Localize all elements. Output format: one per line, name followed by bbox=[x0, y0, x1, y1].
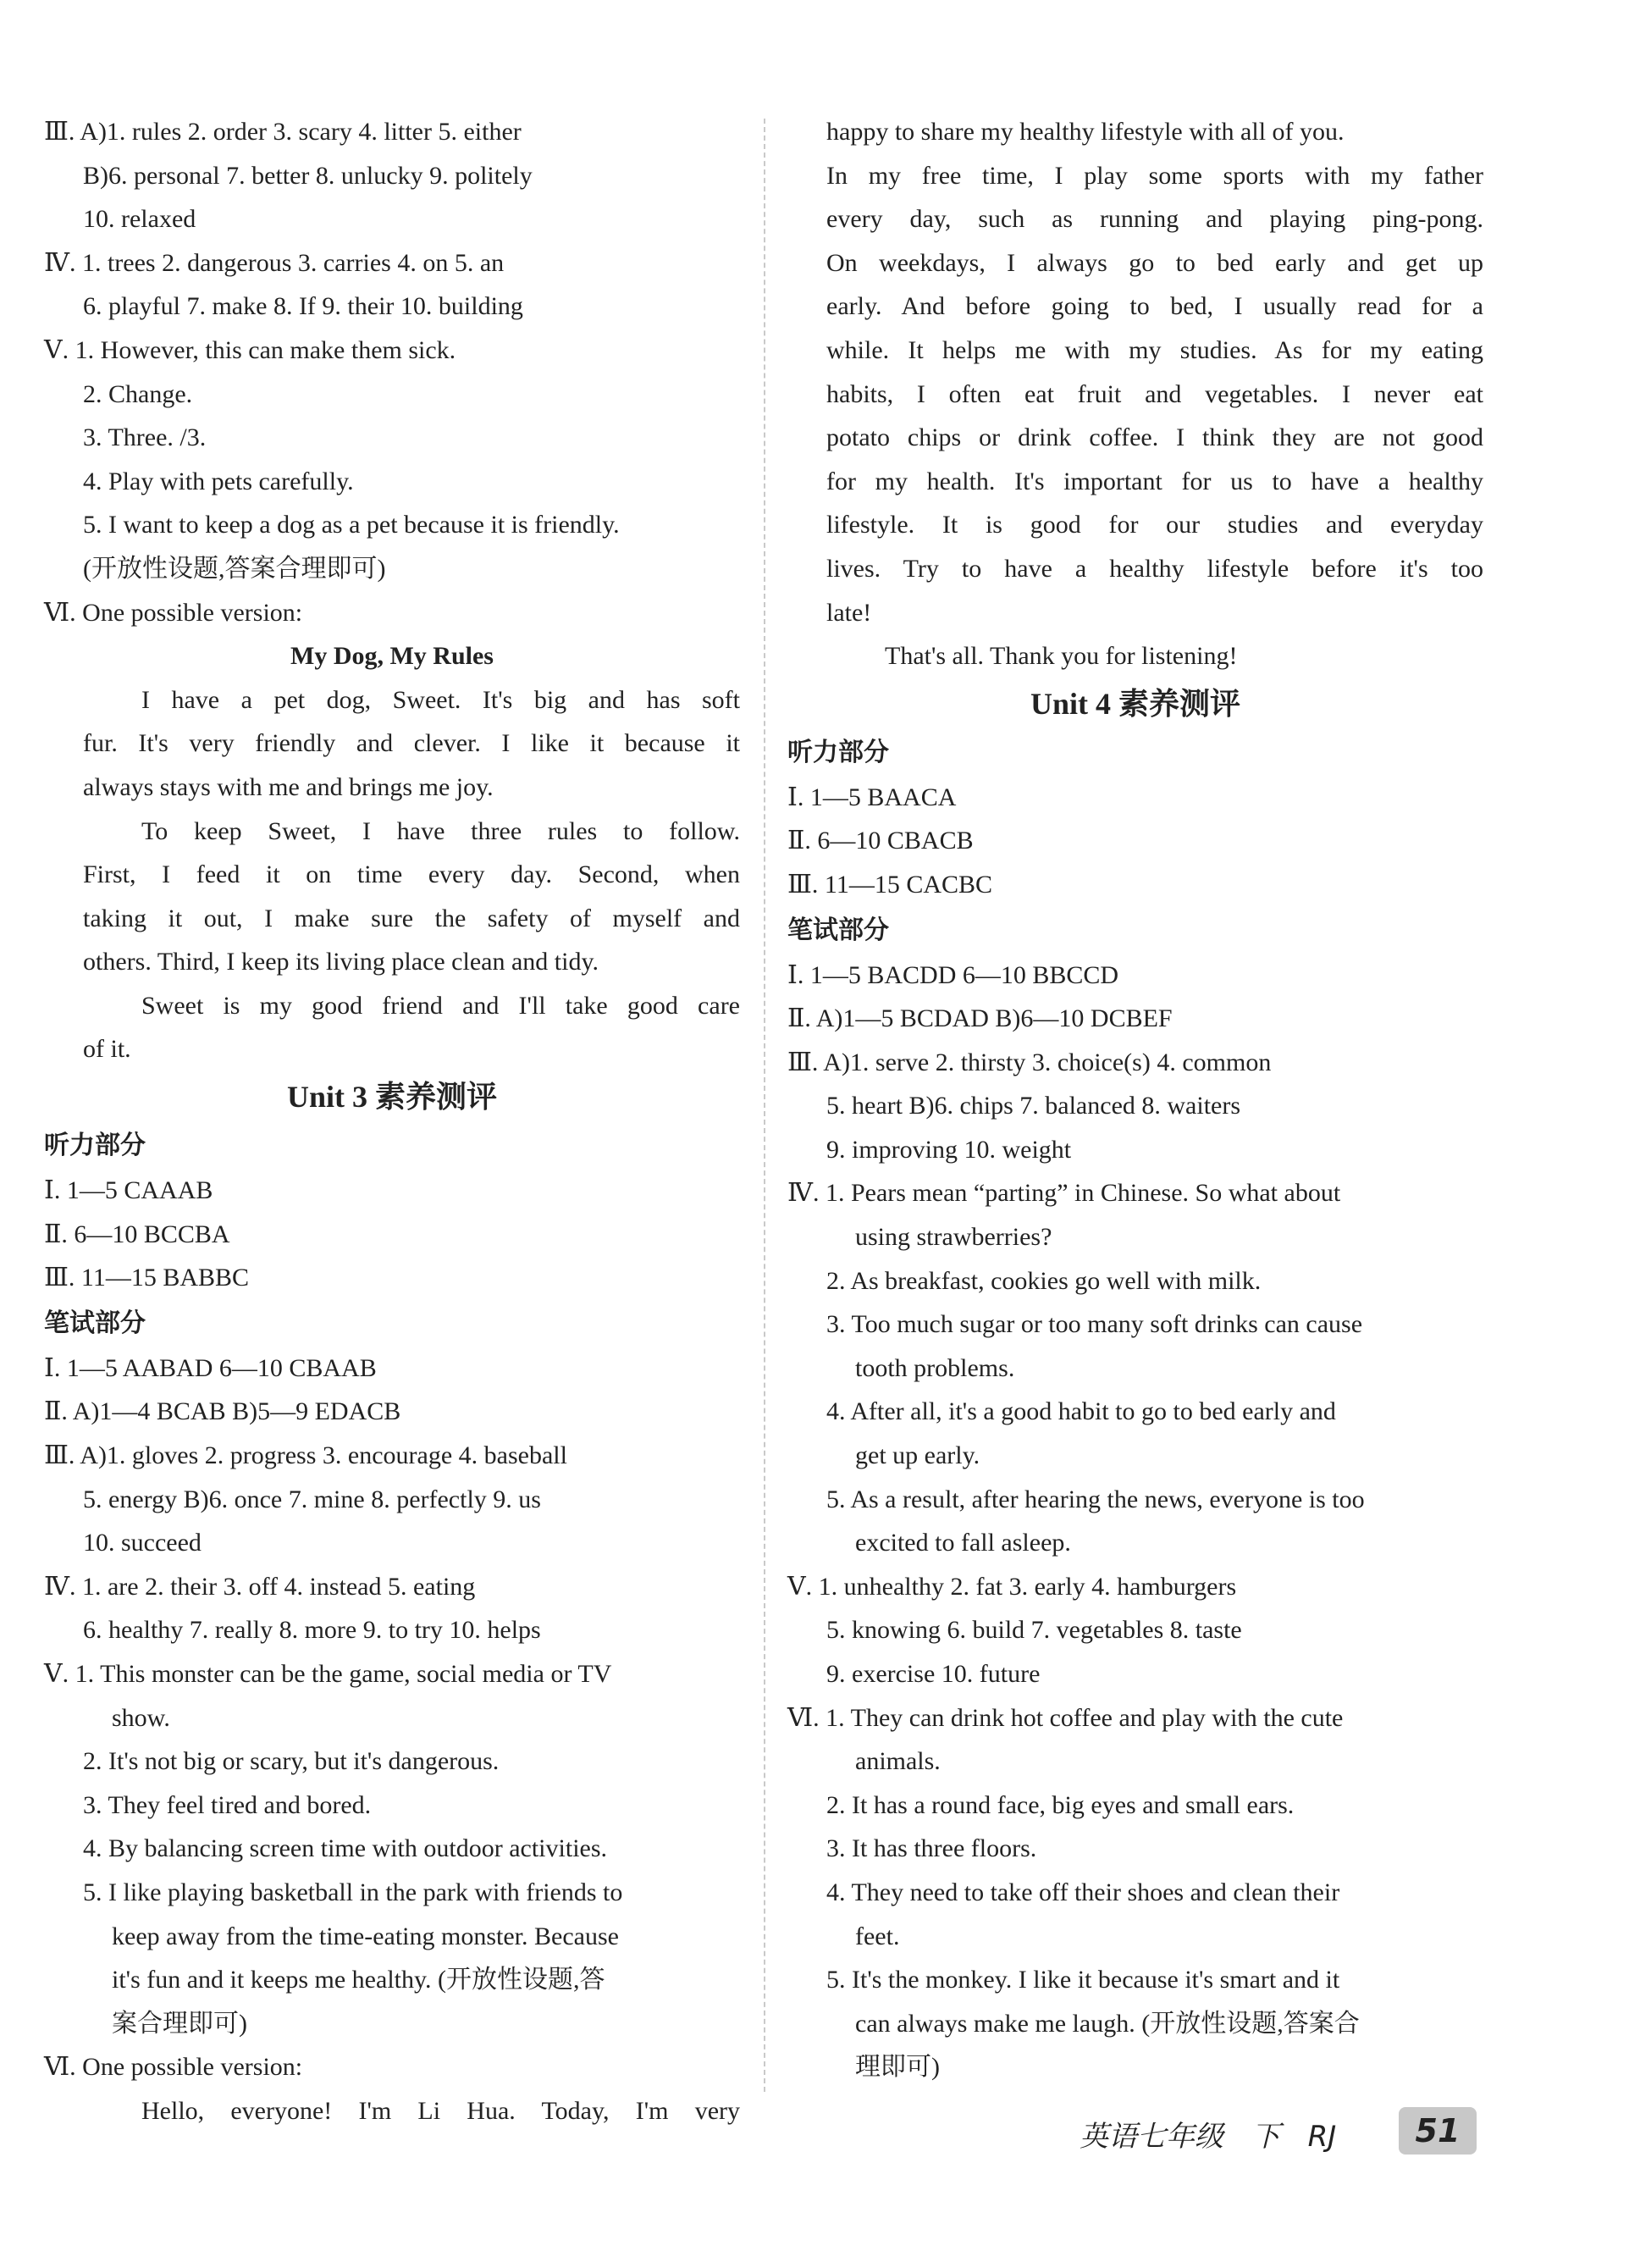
answer-line: 6. playful 7. make 8. If 9. their 10. building bbox=[83, 292, 523, 321]
answer-line: 4. They need to take off their shoes and clean their bbox=[826, 1878, 1340, 1906]
answer-line: Ⅳ. 1. Pears mean “parting” in Chinese. So what about bbox=[787, 1179, 1341, 1208]
unit-title: Unit 3 素养测评 bbox=[286, 1080, 497, 1115]
answer-line: Ⅵ. One possible version: bbox=[44, 2053, 303, 2082]
section-header-listening: 听力部分 bbox=[787, 737, 889, 767]
footer-term: 下 bbox=[1251, 2120, 1280, 2154]
page-footer bbox=[1080, 2113, 1355, 2155]
answer-line: Ⅳ. 1. are 2. their 3. off 4. instead 5. eating bbox=[44, 1572, 476, 1601]
essay-line: habits, I often eat fruit and vegetables. I never eat bbox=[826, 379, 1483, 408]
essay-line: Hello, everyone! I'm Li Hua. Today, I'm very bbox=[141, 2096, 740, 2125]
answer-line: excited to fall asleep. bbox=[855, 1529, 1071, 1557]
essay-line: On weekdays, I always go to bed early and get up bbox=[826, 248, 1483, 277]
answer-line: 2. As breakfast, cookies go well with milk. bbox=[826, 1266, 1262, 1295]
answer-line: Ⅲ. A)1. gloves 2. progress 3. encourage 4. baseball bbox=[44, 1441, 567, 1470]
answer-line: Ⅱ. A)1—5 BCDAD B)6—10 DCBEF bbox=[787, 1004, 1173, 1033]
unit-title: Unit 4 素养测评 bbox=[1030, 686, 1240, 721]
answer-line: can always make me laugh. (开放性设题,答案合 bbox=[855, 2009, 1360, 2038]
answer-line: animals. bbox=[855, 1747, 941, 1776]
essay-line: First, I feed it on time every day. Second, when bbox=[83, 860, 740, 889]
right-column bbox=[787, 110, 1483, 2089]
essay-line: lifestyle. It is good for our studies and everyday bbox=[826, 511, 1483, 539]
essay-line: That's all. Thank you for listening! bbox=[885, 642, 1238, 671]
answer-line: 4. Play with pets carefully. bbox=[83, 467, 354, 495]
answer-line: Ⅲ. 11—15 BABBC bbox=[44, 1264, 250, 1292]
essay-line: others. Third, I keep its living place clean and tidy. bbox=[83, 948, 599, 976]
answer-line: Ⅳ. 1. trees 2. dangerous 3. carries 4. on 5. an bbox=[44, 248, 505, 277]
essay-line: of it. bbox=[83, 1035, 131, 1064]
answer-line: 5. heart B)6. chips 7. balanced 8. waiters bbox=[826, 1092, 1241, 1120]
answer-line: Ⅰ. 1—5 CAAAB bbox=[44, 1176, 213, 1205]
essay-line: always stays with me and brings me joy. bbox=[83, 772, 494, 801]
essay-line: happy to share my healthy lifestyle with all of you. bbox=[826, 118, 1345, 146]
answer-line: Ⅵ. One possible version: bbox=[44, 598, 303, 627]
answer-line: Ⅴ. 1. However, this can make them sick. bbox=[44, 335, 456, 364]
answer-line: 5. I want to keep a dog as a pet because it is friendly. bbox=[83, 511, 620, 539]
essay-line: lives. Try to have a healthy lifestyle before it's too bbox=[826, 554, 1483, 583]
answer-line: Ⅵ. 1. They can drink hot coffee and play with the cute bbox=[787, 1703, 1344, 1732]
column-divider bbox=[764, 119, 765, 2092]
answer-note: 理即可) bbox=[855, 2053, 940, 2082]
answer-line: Ⅰ. 1—5 AABAD 6—10 CBAAB bbox=[44, 1353, 377, 1382]
answer-line: 3. They feel tired and bored. bbox=[83, 1790, 372, 1819]
answer-line: feet. bbox=[855, 1922, 900, 1950]
essay-title: My Dog, My Rules bbox=[290, 642, 494, 671]
answer-line: Ⅴ. 1. unhealthy 2. fat 3. early 4. hamburgers bbox=[787, 1572, 1237, 1601]
left-column bbox=[44, 110, 740, 2133]
essay-line: early. And before going to bed, I usually read for a bbox=[826, 292, 1483, 321]
answer-line: 6. healthy 7. really 8. more 9. to try 10. helps bbox=[83, 1616, 541, 1645]
essay-line: late! bbox=[826, 598, 872, 627]
page-number: 51 bbox=[1399, 2107, 1477, 2155]
answer-line: 9. improving 10. weight bbox=[826, 1135, 1072, 1164]
essay-line: In my free time, I play some sports with my father bbox=[826, 161, 1483, 190]
answer-line: 2. Change. bbox=[83, 379, 193, 408]
essay-line: every day, such as running and playing ping-pong. bbox=[826, 205, 1483, 234]
essay-line: potato chips or drink coffee. I think they are not good bbox=[826, 423, 1483, 452]
answer-line: Ⅱ. 6—10 CBACB bbox=[787, 827, 974, 855]
answer-line: 3. It has three floors. bbox=[826, 1834, 1037, 1863]
answer-line: Ⅱ. 6—10 BCCBA bbox=[44, 1220, 230, 1248]
answer-line: Ⅲ. 11—15 CACBC bbox=[787, 870, 993, 899]
answer-line: 5. I like playing basketball in the park with friends to bbox=[83, 1878, 623, 1906]
answer-line: 5. It's the monkey. I like it because it's smart and it bbox=[826, 1966, 1340, 1994]
footer-edition: RJ bbox=[1307, 2120, 1337, 2154]
section-header-listening: 听力部分 bbox=[44, 1131, 146, 1161]
footer-subject: 英语七年级 bbox=[1080, 2120, 1223, 2154]
answer-line: keep away from the time-eating monster. Because bbox=[112, 1922, 619, 1950]
essay-line: taking it out, I make sure the safety of myself and bbox=[83, 904, 740, 932]
answer-note: 案合理即可) bbox=[112, 2009, 247, 2038]
answer-line: 3. Three. /3. bbox=[83, 423, 207, 452]
answer-line: B)6. personal 7. better 8. unlucky 9. politely bbox=[83, 161, 533, 190]
answer-line: show. bbox=[112, 1703, 170, 1732]
essay-line: To keep Sweet, I have three rules to follow. bbox=[141, 816, 740, 845]
essay-line: Sweet is my good friend and I'll take good care bbox=[141, 991, 740, 1020]
essay-line: while. It helps me with my studies. As for my eating bbox=[826, 335, 1483, 364]
section-header-writing: 笔试部分 bbox=[787, 915, 889, 945]
answer-line: 10. succeed bbox=[83, 1529, 202, 1557]
answer-line: Ⅱ. A)1—4 BCAB B)5—9 EDACB bbox=[44, 1397, 401, 1426]
answer-line: 4. After all, it's a good habit to go to bed early and bbox=[826, 1397, 1336, 1426]
answer-line: 2. It has a round face, big eyes and small ears. bbox=[826, 1790, 1295, 1819]
answer-line: Ⅰ. 1—5 BACDD 6—10 BBCCD bbox=[787, 960, 1119, 989]
answer-note: (开放性设题,答案合理即可) bbox=[83, 554, 386, 583]
answer-line: Ⅲ. A)1. serve 2. thirsty 3. choice(s) 4. common bbox=[787, 1048, 1272, 1076]
answer-line: 5. As a result, after hearing the news, everyone is too bbox=[826, 1485, 1365, 1513]
answer-line: tooth problems. bbox=[855, 1353, 1015, 1382]
essay-line: fur. It's very friendly and clever. I like it because it bbox=[83, 729, 740, 758]
answer-line: 3. Too much sugar or too many soft drinks can cause bbox=[826, 1310, 1363, 1339]
answer-line: 5. knowing 6. build 7. vegetables 8. taste bbox=[826, 1616, 1242, 1645]
section-header-writing: 笔试部分 bbox=[44, 1308, 146, 1338]
answer-line: 2. It's not big or scary, but it's dangerous. bbox=[83, 1747, 500, 1776]
answer-line: Ⅴ. 1. This monster can be the game, social media or TV bbox=[44, 1660, 612, 1688]
answer-line: Ⅲ. A)1. rules 2. order 3. scary 4. litter 5. either bbox=[44, 118, 522, 146]
answer-line: 10. relaxed bbox=[83, 205, 196, 234]
answer-line: get up early. bbox=[855, 1441, 980, 1470]
answer-line: Ⅰ. 1—5 BAACA bbox=[787, 783, 957, 811]
answer-line: using strawberries? bbox=[855, 1223, 1052, 1252]
answer-line: 4. By balancing screen time with outdoor activities. bbox=[83, 1834, 608, 1863]
answer-line: it's fun and it keeps me healthy. (开放性设题,答 bbox=[112, 1966, 605, 1994]
answer-line: 9. exercise 10. future bbox=[826, 1660, 1041, 1688]
essay-line: I have a pet dog, Sweet. It's big and has soft bbox=[141, 685, 740, 714]
answer-line: 5. energy B)6. once 7. mine 8. perfectly 9. us bbox=[83, 1485, 541, 1513]
essay-line: for my health. It's important for us to have a healthy bbox=[826, 467, 1483, 495]
